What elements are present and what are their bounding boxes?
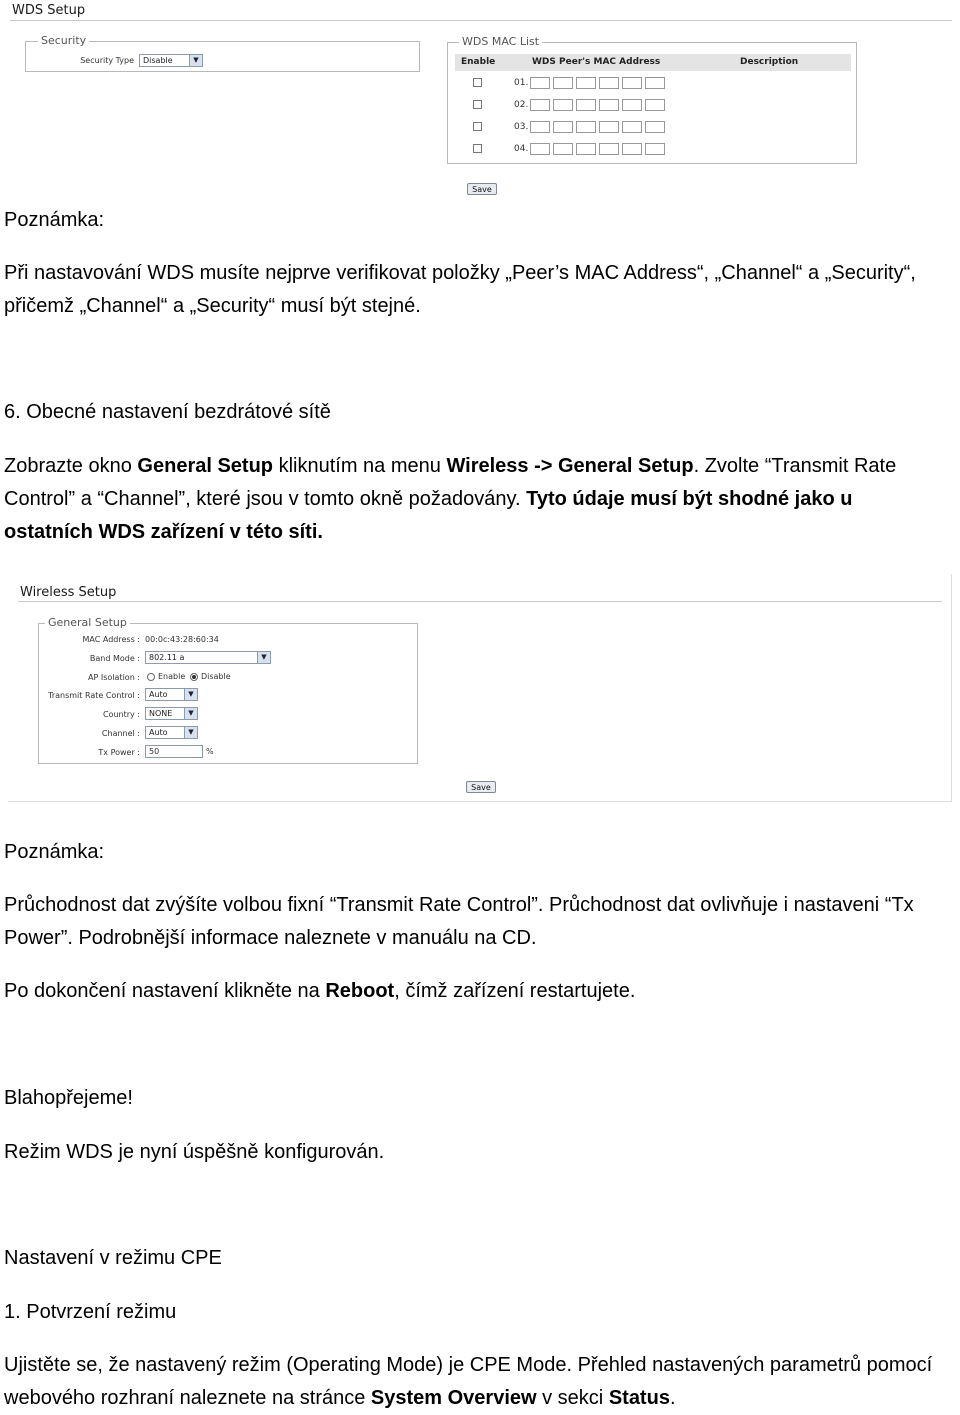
wireless-save-button[interactable]: Save	[466, 781, 496, 793]
mac-octet-field[interactable]	[553, 121, 573, 133]
ap-isolation-disable-radio[interactable]	[190, 673, 198, 681]
mac-octet-field[interactable]	[622, 121, 642, 133]
mac-octet-field[interactable]	[599, 121, 619, 133]
congrats-line2: Režim WDS je nyní úspěšně konfigurován.	[4, 1141, 385, 1163]
wds-save-button[interactable]: Save	[467, 183, 497, 195]
mac-octet-field[interactable]	[622, 99, 642, 111]
chevron-down-icon: ▼	[184, 727, 197, 738]
note2-heading: Poznámka:	[4, 841, 105, 863]
mac-octet-field[interactable]	[530, 143, 550, 155]
general-setup-term: General Setup	[137, 455, 274, 477]
country-label: Country :	[102, 710, 140, 719]
mac-octet-field[interactable]	[622, 143, 642, 155]
note1-text: Při nastavování WDS musíte nejprve verifikovat položky „Peer’s MAC Address“, „Channel“ a „Security“, přičemž „Channel“ a „Security“ musí být stejné.	[4, 262, 916, 317]
country-select[interactable]	[145, 707, 198, 720]
reboot-term: Reboot	[325, 980, 395, 1002]
mac-octet-field[interactable]	[599, 99, 619, 111]
enable-checkbox-04[interactable]	[473, 144, 482, 153]
security-type-value: Disable	[143, 56, 173, 65]
channel-label: Channel :	[101, 729, 140, 738]
mac-octet-field[interactable]	[553, 99, 573, 111]
col-description-header: Description	[740, 57, 799, 67]
transmit-rate-control-value: Auto	[149, 690, 168, 699]
mac-octet-field[interactable]	[576, 77, 596, 89]
wds-mac-list-legend: WDS MAC List	[459, 35, 542, 48]
mac-octet-field[interactable]	[576, 143, 596, 155]
mac-octet-field[interactable]	[553, 77, 573, 89]
wds-title-divider	[10, 20, 952, 21]
general-setup-legend: General Setup	[45, 616, 130, 629]
cpe-text-e: .	[669, 1387, 676, 1409]
band-mode-label: Band Mode :	[89, 654, 140, 663]
chevron-down-icon: ▼	[184, 708, 197, 719]
mac-octet-field[interactable]	[645, 77, 665, 89]
ap-isolation-enable-label: Enable	[158, 672, 186, 681]
ap-isolation-label: AP Isolation :	[88, 673, 140, 682]
wireless-title-divider	[18, 601, 942, 602]
ap-isolation-disable-label: Disable	[201, 672, 231, 681]
security-type-select[interactable]	[139, 54, 203, 67]
mac-octet-field[interactable]	[576, 99, 596, 111]
row-number-04: 04.	[514, 144, 529, 154]
mac-octet-field[interactable]	[599, 143, 619, 155]
cpe-paragraph	[4, 1349, 944, 1415]
section6-heading: 6. Obecné nastavení bezdrátové sítě	[4, 401, 331, 423]
enable-checkbox-02[interactable]	[473, 100, 482, 109]
ap-isolation-enable-radio[interactable]	[147, 673, 155, 681]
mac-octet-field[interactable]	[576, 121, 596, 133]
status-term: Status	[608, 1387, 670, 1409]
mac-octet-field[interactable]	[530, 77, 550, 89]
chevron-down-icon: ▼	[189, 55, 202, 66]
col-enable-header: Enable	[461, 57, 496, 67]
section6-text-c: kliknutím na menu	[273, 455, 447, 477]
mac-octet-field[interactable]	[553, 143, 573, 155]
tx-power-label: Tx Power :	[98, 748, 140, 757]
transmit-rate-control-label: Transmit Rate Control :	[48, 691, 140, 700]
note1-heading: Poznámka:	[4, 209, 105, 231]
row-number-01: 01.	[514, 78, 529, 88]
wireless-setup-title: Wireless Setup	[20, 585, 117, 600]
band-mode-select[interactable]	[145, 651, 271, 664]
section6-emphasis: Tyto údaje musí být shodné jako u ostatních WDS zařízení v této síti.	[4, 488, 853, 543]
wds-setup-screenshot	[0, 0, 960, 200]
mac-octet-field[interactable]	[530, 99, 550, 111]
menu-path-term: Wireless -> General Setup	[446, 455, 694, 477]
enable-checkbox-01[interactable]	[473, 78, 482, 87]
mac-octet-field[interactable]	[622, 77, 642, 89]
mac-address-value: 00:0c:43:28:60:34	[145, 635, 219, 644]
wds-setup-title: WDS Setup	[12, 3, 86, 18]
country-value: NONE	[149, 709, 173, 718]
section6-text-a: Zobrazte okno	[4, 455, 138, 477]
cpe-text-a: Ujistěte se, že nastavený režim (Operating Mode) je CPE Mode. Přehled nastavených parametrů pomocí webového rozhraní naleznete na stránce	[4, 1354, 933, 1409]
chevron-down-icon: ▼	[257, 652, 270, 663]
transmit-rate-control-select[interactable]	[145, 688, 198, 701]
congrats-line1: Blahopřejeme!	[4, 1087, 133, 1109]
mac-octet-field[interactable]	[599, 77, 619, 89]
note2-text: Průchodnost dat zvýšíte volbou fixní “Transmit Rate Control”. Průchodnost dat ovlivňuje i nastaveni “Tx Power”. Podrobnější informace naleznete v manuálu na CD.	[4, 894, 914, 949]
chevron-down-icon: ▼	[184, 689, 197, 700]
mac-octet-field[interactable]	[645, 143, 665, 155]
section6-text-e: . Zvolte “Transmit Rate Control” a “Channel”, které jsou v tomto okně požadovány.	[4, 455, 897, 510]
system-overview-term: System Overview	[370, 1387, 537, 1409]
security-legend: Security	[38, 34, 89, 47]
row-number-02: 02.	[514, 100, 529, 110]
tx-power-unit: %	[206, 747, 214, 756]
reboot-text-a: Po dokončení nastavení klikněte na	[4, 980, 326, 1002]
mac-octet-field[interactable]	[530, 121, 550, 133]
reboot-text-c: , čímž zařízení restartujete.	[394, 980, 636, 1002]
security-type-label: Security Type	[80, 56, 134, 65]
tx-power-input[interactable]: 50	[145, 745, 203, 758]
col-mac-header: WDS Peer's MAC Address	[532, 57, 661, 67]
mac-octet-field[interactable]	[645, 99, 665, 111]
channel-select[interactable]	[145, 726, 198, 739]
cpe-text-c: v sekci	[536, 1387, 609, 1409]
mac-octet-field[interactable]	[645, 121, 665, 133]
band-mode-value: 802.11 a	[149, 653, 185, 662]
reboot-paragraph	[4, 975, 944, 1008]
channel-value: Auto	[149, 728, 168, 737]
row-number-03: 03.	[514, 122, 529, 132]
enable-checkbox-03[interactable]	[473, 122, 482, 131]
cpe-heading: Nastavení v režimu CPE	[4, 1247, 222, 1269]
section6-paragraph	[4, 450, 944, 549]
mac-address-label: MAC Address :	[82, 635, 140, 644]
cpe-step: 1. Potvrzení režimu	[4, 1301, 177, 1323]
